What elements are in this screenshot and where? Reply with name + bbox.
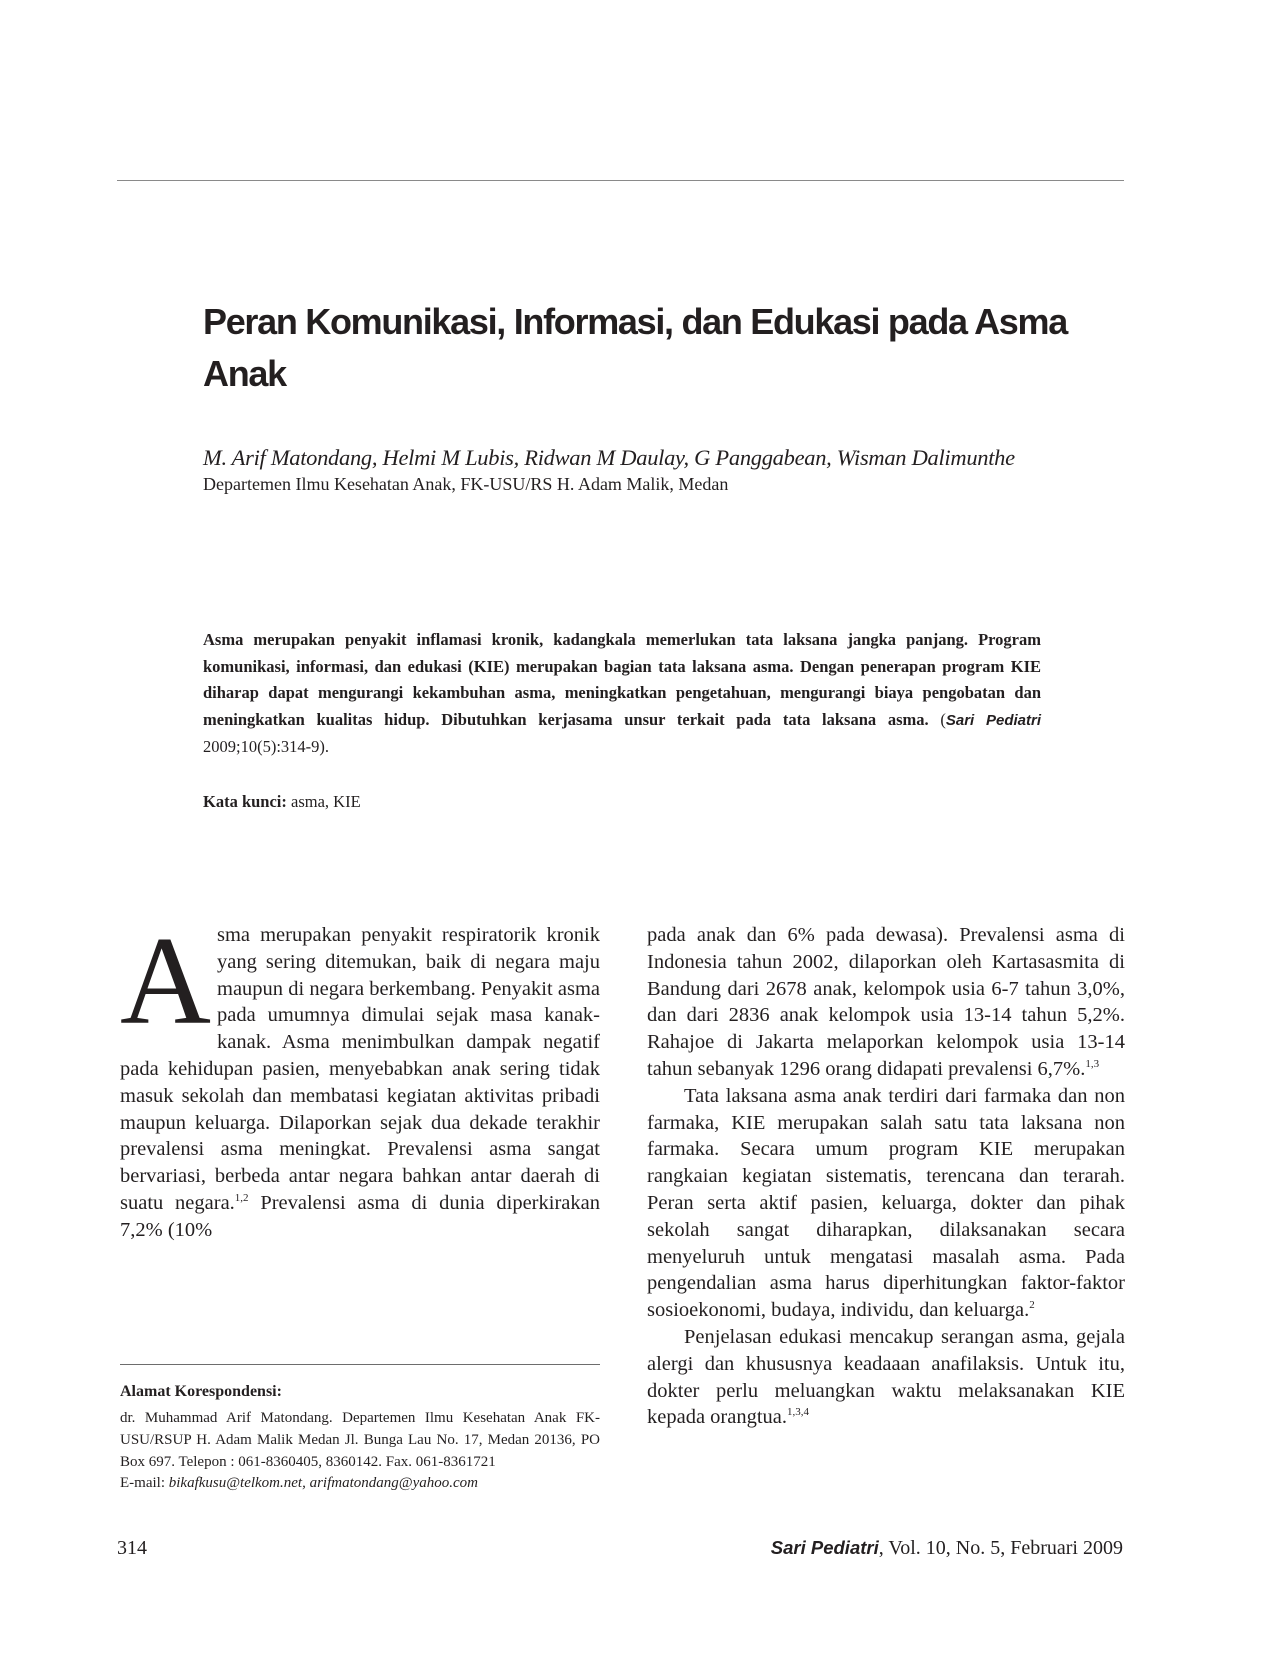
body-column-left <box>120 912 600 1244</box>
citation-superscript: 2 <box>1029 1299 1035 1312</box>
citation-details: 2009;10(5):314-9). <box>203 737 330 757</box>
keywords <box>203 792 803 812</box>
citation-open: ( <box>940 709 946 729</box>
journal-footer <box>771 1537 1123 1560</box>
drop-cap: A <box>120 912 211 1051</box>
citation-superscript: 1,3 <box>1085 1057 1100 1070</box>
keywords-label: Kata kunci: <box>203 792 287 811</box>
body-paragraph-1 <box>647 922 1125 1083</box>
citation-superscript: 1,3,4 <box>787 1406 810 1419</box>
intro-paragraph <box>120 912 600 1244</box>
email-label: E-mail: <box>120 1475 169 1492</box>
header-rule <box>117 180 1124 181</box>
body-paragraph-3 <box>647 1324 1125 1431</box>
intro-text-tail: Prevalensi asma di dunia diperkirakan 7,2% (10% <box>120 1191 600 1241</box>
correspondence-text: dr. Muhammad Arif Matondang. Departemen Ilmu Kesehatan Anak FK-USU/RSUP H. Adam Malik Medan Jl. Bunga Lau No. 17, Medan 20136, PO Box 697. Telepon : 061-8360405, 8360142. Fax. 061-8361721 <box>120 1410 600 1470</box>
journal-name: Sari Pediatri <box>770 1537 879 1558</box>
correspondence-heading: Alamat Korespondensi: <box>120 1383 282 1400</box>
body-column-right <box>647 922 1125 1431</box>
paragraph-text: Tata laksana asma anak terdiri dari farmaka dan non farmaka, KIE merupakan salah satu tata laksana non farmaka. Secara umum program KIE merupakan rangkaian kegiatan sistematis, terencana dan terarah. Peran serta aktif pasien, keluarga, dokter dan pihak sekolah sangat diharapkan, dilaksanakan secara menyeluruh untuk mengatasi masalah asma. Pada pengendalian asma harus diperhitungkan faktor-faktor sosioekonomi, budaya, individu, dan keluarga. <box>647 1084 1125 1322</box>
journal-issue: , Vol. 10, No. 5, Februari 2009 <box>878 1537 1123 1559</box>
citation-superscript: 1,2 <box>234 1191 249 1204</box>
body-paragraph-2 <box>647 1083 1125 1324</box>
author-affiliation: Departemen Ilmu Kesehatan Anak, FK-USU/RS H. Adam Malik, Medan <box>203 474 729 494</box>
paragraph-text: pada anak dan 6% pada dewasa). Prevalensi asma di Indonesia tahun 2002, dilaporkan oleh Kartasasmita di Bandung dari 2678 anak, kelompok usia 6-7 tahun 3,0%, dan dari 2836 anak kelompok usia 13-14 tahun 5,2%. Rahajoe di Jakarta melaporkan kelompok usia 13-14 tahun sebanyak 1296 orang didapati prevalensi 6,7%. <box>647 924 1125 1080</box>
author-list: M. Arif Matondang, Helmi M Lubis, Ridwan M Daulay, G Panggabean, Wisman Dalimunthe <box>203 445 1015 470</box>
correspondence-rule <box>120 1364 600 1365</box>
correspondence-address <box>120 1408 600 1495</box>
email-addresses: bikafkusu@telkom.net, arifmatondang@yahoo.com <box>168 1475 478 1492</box>
correspondence-email <box>120 1473 600 1495</box>
intro-text: sma merupakan penyakit respiratorik kronik yang sering ditemukan, baik di negara maju maupun di negara berkembang. Penyakit asma pada umumnya dimulai sejak masa kanak-kanak. Asma menimbulkan dampak negatif pada kehidupan pasien, menyebabkan anak sering tidak masuk sekolah dan membatasi kegiatan aktivitas pribadi maupun keluarga. Dilaporkan sejak dua dekade terakhir prevalensi asma meningkat. Prevalensi asma sangat bervariasi, berbeda antar negara bahkan antar daerah di suatu negara. <box>120 924 600 1214</box>
page-number: 314 <box>117 1537 147 1559</box>
paragraph-text: Penjelasan edukasi mencakup serangan asma, gejala alergi dan khususnya keadaaan anafilaksis. Untuk itu, dokter perlu meluangkan waktu melaksanakan KIE kepada orangtua. <box>647 1325 1125 1429</box>
citation-journal-name: Sari Pediatri <box>945 711 1041 729</box>
abstract-text: Asma merupakan penyakit inflamasi kronik, kadangkala memerlukan tata laksana jangka panjang. Program komunikasi, informasi, dan edukasi (KIE) merupakan bagian tata laksana asma. Dengan penerapan program KIE diharap dapat mengurangi kekambuhan asma, meningkatkan pengetahuan, mengurangi biaya pengobatan dan meningkatkan kualitas hidup. Dibutuhkan kerjasama unsur terkait pada tata laksana asma. <box>203 630 1041 729</box>
keywords-value: asma, KIE <box>286 792 361 811</box>
article-title: Peran Komunikasi, Informasi, dan Edukasi pada Asma Anak <box>203 301 1067 394</box>
abstract <box>203 627 1041 761</box>
